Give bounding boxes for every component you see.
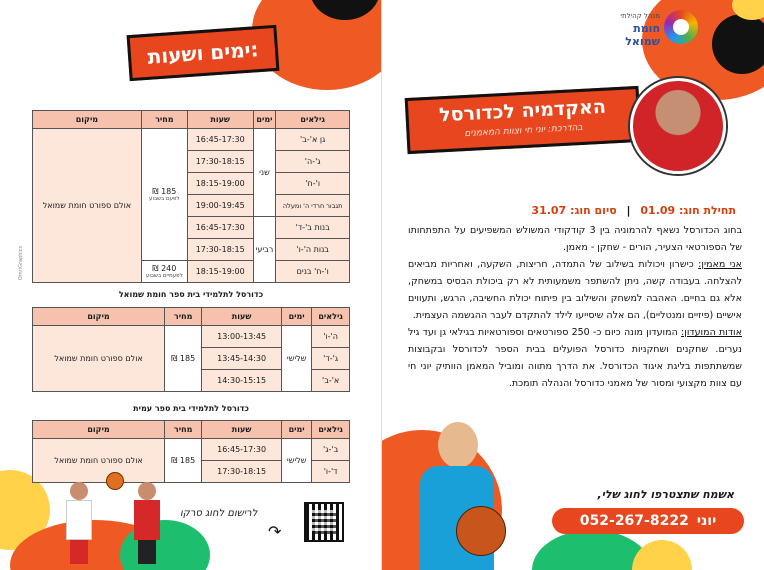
qr-code[interactable] [304, 502, 344, 542]
logo-ring-icon [664, 10, 698, 44]
page-title: האקדמיה לכדורסל [438, 95, 607, 127]
cell-time: 18:15-19:00 [187, 261, 253, 283]
cell-price [141, 129, 187, 261]
cell-time: 14:30-15:15 [202, 370, 282, 392]
col-ages: גילאים [276, 111, 350, 129]
cell-day: שלישי [282, 439, 312, 483]
kid-right-body [134, 500, 160, 540]
club-text: המועדון מונה כיום כ- 250 ספורטאים וספורטאיות בגילאי גן ועד גיל נערים. שחקנים ושחקניות כדורסל הפועלים בבית הספר לכדורסל ובקבוצות שמשתתפות בליגת איגוד הכדורסל. את הדרך מתווה ומוביל המאמן הוותיק יוני חי עם צוות מקצועי ומסור של מאמני כדורסל והנהלה תומכת. [408, 327, 742, 389]
info-page [382, 0, 764, 570]
col-days: ימים [282, 421, 312, 439]
course-dates [531, 204, 736, 217]
date-separator: | [626, 204, 631, 217]
cell-time: 19:00-19:45 [187, 195, 253, 217]
community-logo [608, 10, 698, 46]
cell-ages: גן א'-ב' [276, 129, 350, 151]
belief-label: אני מאמין: [698, 259, 742, 270]
cell-day: שלישי [282, 326, 312, 392]
price-note: לפעם בשבוע [149, 196, 180, 202]
cell-location: אולם ספורט חומת שמואל [33, 129, 142, 283]
cell-location: אולם ספורט חומת שמואל [33, 439, 165, 483]
cell-ages: ה'-ו' [312, 326, 350, 348]
basketball-icon [456, 506, 506, 556]
table-caption-amit: כדורסל לתלמידי בית ספר עמית [133, 404, 249, 413]
girl-with-ball-photo [398, 414, 510, 570]
side-credit: OmriGraphics [18, 245, 25, 281]
cell-price: 185 ₪ [165, 439, 202, 483]
cell-price: 185 ₪ [165, 326, 202, 392]
kid-right [138, 482, 156, 500]
end-date: סיום חוג: 31.07 [531, 204, 617, 217]
belief-text: כישרון ויכולות בשילוב של התמדה, חריצות, השקעה, ואחריות מביאים להצלחה. בעבודה קשה, ניתן להשתפר משמעותית לא רק ביכולת הבסיס במשחק, אלא גם בחיים. האהבה למשחק והשילוב בין פיתוח יכולת החשיבה, הרגש, ותעווים אישיים (פיזיים ומנטליים), הם אלה שיסייעו לילד להתקדם לעבר ההגשמה העצמית. [408, 259, 742, 321]
coach-photo [630, 78, 726, 174]
col-days: ימים [253, 111, 276, 129]
cell-time: 17:30-18:15 [187, 151, 253, 173]
logo-line2: חומת שמואל [625, 22, 660, 48]
join-message: אשמח שתצטרפו לחוג שלי, [597, 488, 734, 501]
col-location: מיקום [33, 421, 165, 439]
club-label: אודות המועדון: [681, 327, 742, 338]
col-ages: גילאים [312, 421, 350, 439]
kid-left-legs [70, 540, 88, 564]
cell-day: רביעי [253, 217, 276, 283]
price-note: לפעמיים בשבוע [145, 273, 183, 279]
kids-playing-image [62, 468, 162, 568]
register-label: לרישום לחוג סרקו [180, 508, 258, 519]
cell-time: 17:30-18:15 [202, 461, 282, 483]
schedule-table-community [32, 110, 350, 283]
cell-ages: ג'-ד' [312, 348, 350, 370]
schedule-table-school-homat [32, 307, 350, 392]
arrow-icon: ↷ [268, 522, 282, 541]
kid-right-legs [138, 540, 156, 564]
col-hours: שעות [202, 421, 282, 439]
phone-number: 052-267-8222 [579, 513, 689, 529]
cell-price [141, 261, 187, 283]
phone-button[interactable] [552, 508, 744, 534]
cell-time: 13:45-14:30 [202, 348, 282, 370]
cell-time: 16:45-17:30 [187, 217, 253, 239]
cell-ages: ב'-ג' [312, 439, 350, 461]
col-price: מחיר [165, 421, 202, 439]
col-price: מחיר [141, 111, 187, 129]
days-and-hours-banner: ימים ושעות: [127, 25, 280, 81]
cell-time: 16:45-17:30 [202, 439, 282, 461]
paragraph-intro: בחוג הכדורסל נשאף להרמוניה בין 3 קודקודי המשולש המשפיעים על התפתחותו של הספורטאי הצעיר, הורים - שחקן - מאמן. [408, 225, 742, 253]
logo-line1: מנהל קהילתי [620, 12, 660, 20]
cell-day: שני [253, 129, 276, 217]
start-date: תחילת חוג: 01.09 [640, 204, 736, 217]
cell-time: 13:00-13:45 [202, 326, 282, 348]
cell-ages: ד'-ו' [312, 461, 350, 483]
price-value: 185 ₪ [152, 187, 177, 196]
cell-ages: בנות ב'-ד' [276, 217, 350, 239]
title-banner [405, 86, 642, 154]
col-location: מיקום [33, 308, 165, 326]
cell-ages: תגבור חרדי ה' ומעלה [276, 195, 350, 217]
col-days: ימים [282, 308, 312, 326]
kid-left-body [66, 500, 92, 540]
paragraph-belief [408, 256, 742, 324]
col-location: מיקום [33, 111, 142, 129]
col-price: מחיר [165, 308, 202, 326]
price-value: 240 ₪ [152, 264, 177, 273]
cell-ages: בנות ה'-ו' [276, 239, 350, 261]
decor-black-circle-top [712, 14, 764, 74]
phone-name: יוני [696, 513, 717, 529]
cell-ages: ג'-ה' [276, 151, 350, 173]
description-text [408, 222, 742, 392]
decor-yellow-circle-bottom [632, 540, 692, 570]
cell-ages: ו'-ח' בנים [276, 261, 350, 283]
col-hours: שעות [202, 308, 282, 326]
kid-left [70, 482, 88, 500]
cell-time: 16:45-17:30 [187, 129, 253, 151]
page-subtitle: בהדרכת: יוני חי וצוות המאמנים [464, 122, 584, 140]
paragraph-club [408, 324, 742, 392]
cell-time: 17:30-18:15 [187, 239, 253, 261]
cell-ages: ו'-ח' [276, 173, 350, 195]
cell-location: אולם ספורט חומת שמואל [33, 326, 165, 392]
cell-ages: א'-ב' [312, 370, 350, 392]
col-hours: שעות [187, 111, 253, 129]
girl-head [438, 422, 478, 468]
table-caption-homat-shmuel: כדורסל לתלמידי בית ספר חומת שמואל [118, 290, 264, 299]
basketball-icon [106, 472, 124, 490]
cell-time: 18:15-19:00 [187, 173, 253, 195]
col-ages: גילאים [312, 308, 350, 326]
